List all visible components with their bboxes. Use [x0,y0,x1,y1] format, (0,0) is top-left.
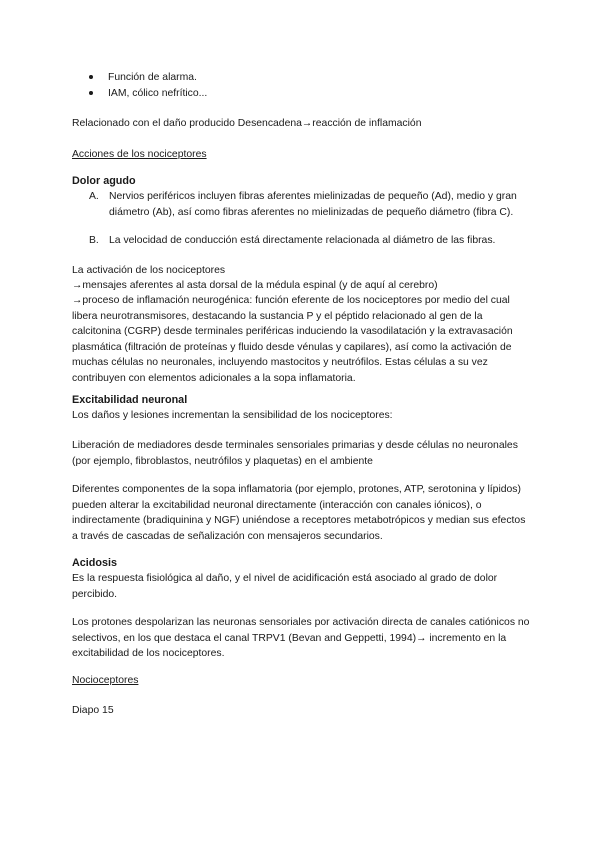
acciones-heading: Acciones de los nociceptores [72,149,207,160]
excitabilidad-heading: Excitabilidad neuronal [72,394,188,406]
list-marker: A. [89,191,99,202]
list-item-text: La velocidad de conducción está directamente relacionada al diámetro de las fibras. [109,235,496,246]
relation-line: Relacionado con el daño producido Desencadena→reacción de inflamación [72,118,422,129]
acidosis-paragraph-2: Los protones despolarizan las neuronas sensoriales por activación directa de canales catiónicos no selectivos, en los que destaca el canal TRPV1 (Bevan and Geppetti, 1994)→ incremento en la excitabilidad de los nociceptores. [72,617,530,659]
list-item-text: Nervios periféricos incluyen fibras aferentes mielinizadas de pequeño (Ad), medio y gran diámetro (Ab), así como fibras aferentes no mielinizadas de pequeño diámetro (fibra C). [109,191,517,218]
excitabilidad-paragraph-3: Diferentes componentes de la sopa inflamatoria (por ejemplo, protones, ATP, serotonina y lípidos) pueden alterar la excitabilidad neuronal directamente (interacción con canales iónicos), o indirectamente (bradiquinina y NGF) uniéndose a receptores metabotrópicos y median sus efectos a través de cascadas de señalización con mensajeros secundarios. [72,484,526,542]
bullet-dot-icon [89,75,93,79]
acidosis-paragraph-1: Es la respuesta fisiológica al daño, y el nivel de acidificación está asociado al grado de dolor percibido. [72,573,498,600]
bullet-text: IAM, cólico nefrítico... [108,88,208,99]
diapo-label: Diapo 15 [72,705,114,716]
activacion-line-1: →mensajes aferentes al asta dorsal de la médula espinal (y de aquí al cerebro) [72,280,438,291]
nocioceptores-heading: Nocioceptores [72,675,139,686]
bullet-text: Función de alarma. [108,72,197,83]
activacion-title: La activación de los nociceptores [72,265,226,276]
excitabilidad-paragraph-2: Liberación de mediadores desde terminales sensoriales primarias y desde células no neuronales (por ejemplo, fibroblastos, neutrófilos y plaquetas) en el ambiente [72,440,518,467]
excitabilidad-paragraph-1: Los daños y lesiones incrementan la sensibilidad de los nociceptores: [72,410,393,421]
acidosis-heading: Acidosis [72,557,118,569]
bullet-dot-icon [89,91,93,95]
activacion-line-2: →proceso de inflamación neurogénica: función eferente de los nociceptores por medio del cual libera neurotransmisores, destacando la sustancia P y el péptido relacionado al gen de la calcitonina (CGRP) desde terminales periféricas induciendo la vasodilatación y la extravasación plasmática (filtración de proteínas y fluido desde vénulas y capilares), así como la activación de muchas células no neuronales, incluyendo mastocitos y neutrófilos. Estas células a su vez contribuyen con elementos adicionales a la sopa inflamatoria. [72,295,513,384]
dolor-agudo-heading: Dolor agudo [72,175,136,187]
list-marker: B. [89,235,99,246]
